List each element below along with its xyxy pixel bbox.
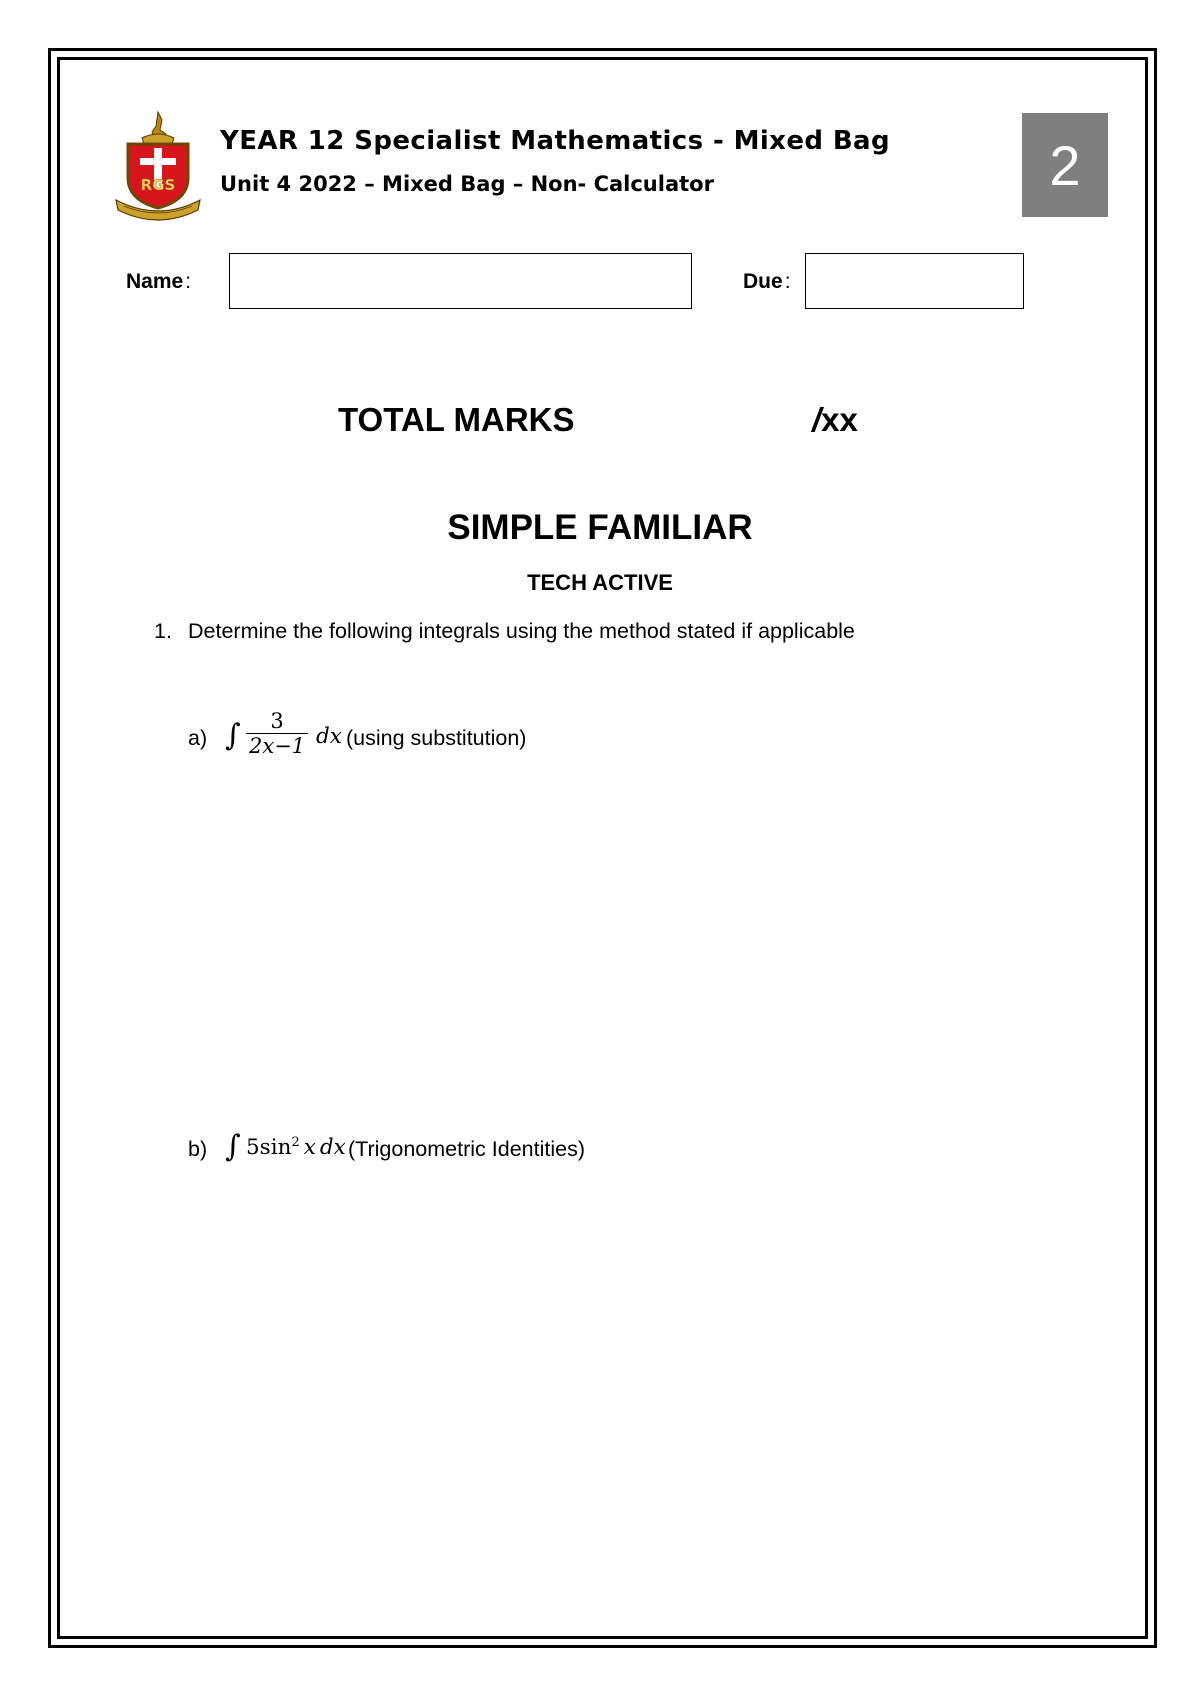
part-b-label: b): [188, 1137, 208, 1161]
question-1-number: 1.: [154, 619, 172, 643]
document-subtitle: Unit 4 2022 – Mixed Bag – Non- Calculator: [220, 172, 714, 196]
part-b-integrand-text: 5sin: [246, 1135, 292, 1161]
name-field[interactable]: [229, 253, 692, 309]
marks-slash: /: [812, 401, 822, 438]
due-label: [743, 270, 791, 294]
part-b-integral-sign: ∫: [225, 1129, 241, 1164]
part-a-fraction: [246, 709, 308, 758]
question-1-text: Determine the following integrals using the method stated if applicable: [188, 619, 855, 643]
part-b-differential: dx: [319, 1135, 346, 1161]
sheet-number-badge: 2: [1022, 113, 1108, 217]
part-a-denominator: 2x−1: [246, 733, 308, 758]
total-marks-value: [812, 401, 858, 439]
name-label-colon: :: [185, 270, 192, 293]
part-a-differential: dx: [316, 724, 342, 749]
crest-letters: RGS: [140, 176, 176, 194]
part-b-power: 2: [291, 1135, 300, 1150]
marks-value: xx: [821, 401, 858, 438]
due-field[interactable]: [805, 253, 1024, 309]
document-title: YEAR 12 Specialist Mathematics - Mixed Bag: [220, 126, 891, 156]
name-label-text: Name: [126, 270, 184, 293]
part-a-label: a): [188, 726, 208, 750]
part-b-integrand: [246, 1135, 346, 1160]
section-subtitle: TECH ACTIVE: [527, 570, 673, 595]
school-crest-logo: [112, 108, 204, 224]
section-title: SIMPLE FAMILIAR: [447, 508, 753, 547]
part-a-integral-sign: ∫: [225, 718, 241, 753]
due-label-text: Due: [743, 270, 783, 293]
part-a-numerator: 3: [270, 709, 284, 733]
part-a-method: (using substitution): [346, 726, 527, 750]
name-label: [126, 270, 191, 294]
total-marks-label: TOTAL MARKS: [338, 401, 575, 438]
part-b-method: (Trigonometric Identities): [348, 1137, 585, 1161]
due-label-colon: :: [784, 270, 791, 293]
part-b-variable: x: [303, 1135, 316, 1161]
